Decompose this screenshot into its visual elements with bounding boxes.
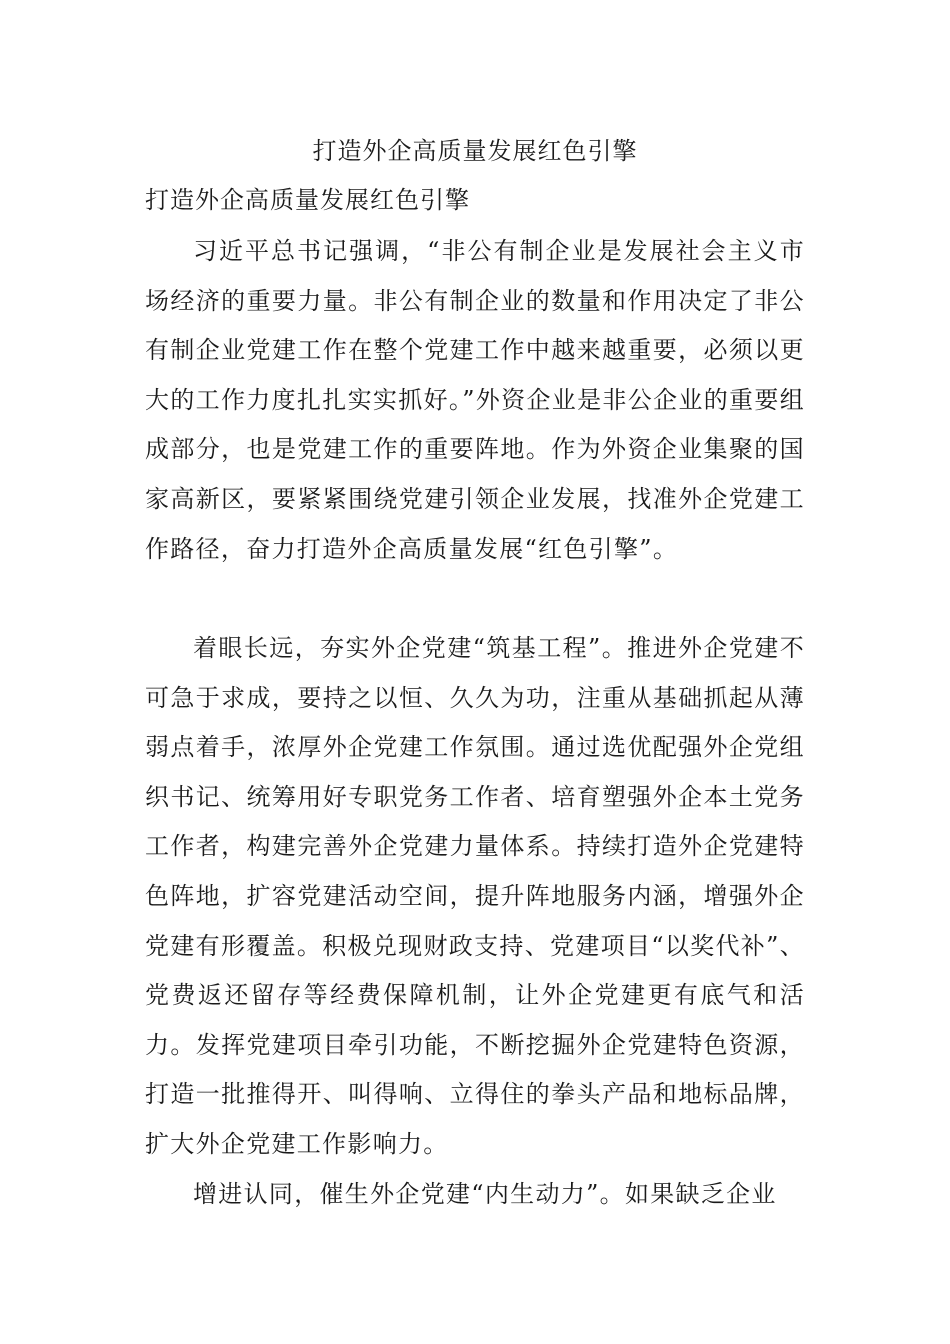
- paragraph-1: 习近平总书记强调，“非公有制企业是发展社会主义市场经济的重要力量。非公有制企业的数量和作用决定了非公有制企业党建工作在整个党建工作中越来越重要，必须以更大的工作力度扎扎实实抓好。”外资企业是非公企业的重要组成部分，也是党建工作的重要阵地。作为外资企业集聚的国家高新区，要紧紧围绕党建引领企业发展，找准外企党建工作路径，奋力打造外企高质量发展“红色引擎”。: [145, 237, 805, 563]
- document-subtitle: 打造外企高质量发展红色引擎: [145, 186, 470, 214]
- document-title: 打造外企高质量发展红色引擎: [312, 137, 638, 165]
- paragraph-2: 着眼长远，夯实外企党建“筑基工程”。推进外企党建不可急于求成，要持之以恒、久久为功，注重从基础抓起从薄弱点着手，浓厚外企党建工作氛围。通过选优配强外企党组织书记、统筹用好专职党务工作者、培育塑强外企本土党务工作者，构建完善外企党建力量体系。持续打造外企党建特色阵地，扩容党建活动空间，提升阵地服务内涵，增强外企党建有形覆盖。积极兑现财政支持、党建项目“以奖代补”、党费返还留存等经费保障机制，让外企党建更有底气和活力。发挥党建项目牵引功能，不断挖掘外企党建特色资源，打造一批推得开、叫得响、立得住的拳头产品和地标品牌，扩大外企党建工作影响力。: [145, 634, 805, 1158]
- paragraph-3: 增进认同，催生外企党建“内生动力”。如果缺乏企业: [193, 1180, 777, 1208]
